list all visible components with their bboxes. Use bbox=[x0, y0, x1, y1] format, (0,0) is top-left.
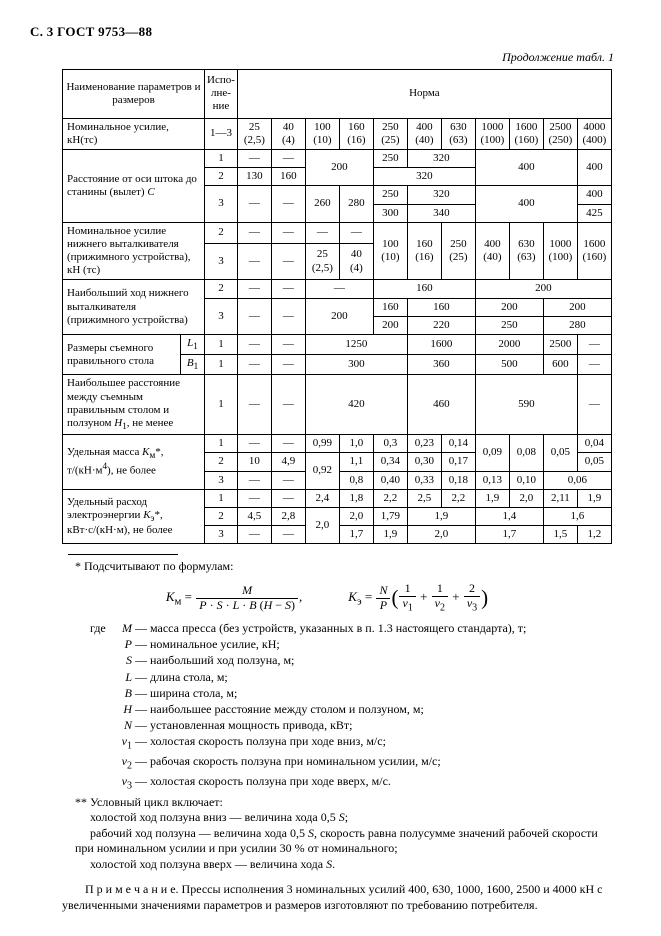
value-cell: 1 bbox=[205, 355, 238, 375]
value-cell: 0,14 bbox=[441, 435, 475, 453]
value-cell: — bbox=[577, 355, 611, 375]
value-cell: 200 bbox=[305, 149, 373, 185]
value-cell: 0,09 bbox=[475, 435, 509, 471]
value-cell: 260 bbox=[305, 186, 339, 222]
value-cell: 1 bbox=[205, 149, 238, 167]
parameter-name-cell: Расстояние от оси штока до станины (вылет) С bbox=[63, 149, 205, 222]
table-row bbox=[63, 149, 612, 167]
value-cell: 250 (25) bbox=[441, 222, 475, 280]
formula-symbol-definition: Н — наибольшее расстояние между столом и ползуном, м; bbox=[123, 701, 424, 716]
value-cell: 250 bbox=[373, 186, 407, 204]
value-cell: — bbox=[271, 222, 305, 243]
parameter-name-cell: Номинальное усилие нижнего выталкивателя (прижимного устройства), кН (тс) bbox=[63, 222, 205, 280]
value-cell: 300 bbox=[373, 204, 407, 222]
parameter-name-cell: Номинальное усилие, кН(тс) bbox=[63, 118, 205, 149]
col-header-norma: Норма bbox=[237, 70, 611, 119]
value-cell: 2,2 bbox=[441, 489, 475, 507]
formula-symbol-definition: L — длина стола, м; bbox=[125, 669, 228, 684]
parameter-name-cell: Наибольшее расстояние между съемным правильным столом и ползуном $Н_1$, не менее bbox=[63, 375, 205, 435]
value-cell: 0,05 bbox=[543, 435, 577, 471]
content-area bbox=[62, 50, 614, 913]
value-cell: 0,05 bbox=[577, 453, 611, 471]
value-cell: 4,5 bbox=[237, 507, 271, 525]
formula-symbol-definition: $v_3$ — холостая скорость ползуна при ходе вверх, м/с. bbox=[121, 774, 391, 792]
value-cell: 200 bbox=[475, 298, 543, 316]
value-cell: 0,18 bbox=[441, 471, 475, 489]
value-cell: 3 bbox=[205, 186, 238, 222]
value-cell: 360 bbox=[407, 355, 475, 375]
value-cell: 0,30 bbox=[407, 453, 441, 471]
value-cell: 1 bbox=[205, 375, 238, 435]
value-cell: 100 (10) bbox=[305, 118, 339, 149]
value-cell: 1,0 bbox=[339, 435, 373, 453]
value-cell: — bbox=[237, 489, 271, 507]
value-cell: — bbox=[271, 526, 305, 544]
value-cell: 0,8 bbox=[339, 471, 373, 489]
cycle-definitions bbox=[62, 810, 614, 872]
value-cell: 200 bbox=[475, 280, 611, 298]
table-row bbox=[63, 335, 612, 355]
formula-symbol-definition: В — ширина стола, м; bbox=[124, 685, 238, 700]
value-cell: 280 bbox=[543, 316, 611, 334]
formulas-block bbox=[92, 582, 562, 614]
value-cell: 2 bbox=[205, 507, 238, 525]
value-cell: 320 bbox=[407, 149, 475, 167]
footnote-rule bbox=[68, 554, 178, 555]
value-cell: — bbox=[271, 298, 305, 334]
value-cell: 250 (25) bbox=[373, 118, 407, 149]
value-cell: — bbox=[271, 186, 305, 222]
value-cell: 0,40 bbox=[373, 471, 407, 489]
value-cell: 100 (10) bbox=[373, 222, 407, 280]
value-cell: 1600 bbox=[407, 335, 475, 355]
value-cell: 1 bbox=[205, 489, 238, 507]
value-cell: 1000 (100) bbox=[475, 118, 509, 149]
value-cell: — bbox=[237, 186, 271, 222]
formula-symbol-definition: где М — масса пресса (без устройств, указанных в п. 1.3 настоящего стандарта), т; bbox=[90, 620, 527, 635]
value-cell: 1—3 bbox=[205, 118, 238, 149]
value-cell: 0,08 bbox=[509, 435, 543, 471]
table-row bbox=[63, 70, 612, 119]
parameters-table bbox=[62, 69, 612, 544]
value-cell: 1,7 bbox=[475, 526, 543, 544]
value-cell: — bbox=[305, 280, 373, 298]
value-cell: 1,1 bbox=[339, 453, 373, 471]
value-cell: 2 bbox=[205, 168, 238, 186]
value-cell: 0,92 bbox=[305, 453, 339, 489]
value-cell: 320 bbox=[407, 186, 475, 204]
value-cell: 1,6 bbox=[543, 507, 611, 525]
value-cell: 600 bbox=[543, 355, 577, 375]
cycle-item: холостой ход ползуна вниз — величина хода 0,5 S; bbox=[90, 809, 349, 824]
value-cell: 1,9 bbox=[373, 526, 407, 544]
parameter-name-cell: Удельный расход электроэнергии $K_э*$, кВт·с/(кН·м), не более bbox=[63, 489, 205, 544]
value-cell: $B_1$ bbox=[181, 355, 205, 375]
value-cell: — bbox=[271, 435, 305, 453]
value-cell: 280 bbox=[339, 186, 373, 222]
value-cell: 1,9 bbox=[407, 507, 475, 525]
value-cell: 1,9 bbox=[475, 489, 509, 507]
value-cell: 200 bbox=[305, 298, 373, 334]
value-cell: — bbox=[237, 280, 271, 298]
value-cell: 3 bbox=[205, 298, 238, 334]
value-cell: 0,04 bbox=[577, 435, 611, 453]
table-row bbox=[63, 435, 612, 453]
value-cell: 2,0 bbox=[305, 507, 339, 543]
value-cell: 400 bbox=[475, 186, 577, 222]
value-cell: 160 (16) bbox=[407, 222, 441, 280]
value-cell: 2,0 bbox=[339, 507, 373, 525]
formula-ke: $K_э$ = $\frac{N}{Р}$ ( $\frac{1}{v_1}$ + $\frac{1}{v_2}$ + $\frac{2}{v_3}$ ) bbox=[348, 581, 489, 614]
value-cell: 2,8 bbox=[271, 507, 305, 525]
value-cell: 0,33 bbox=[407, 471, 441, 489]
value-cell: 1,7 bbox=[339, 526, 373, 544]
value-cell: 4,9 bbox=[271, 453, 305, 471]
value-cell: 400 bbox=[577, 186, 611, 204]
cycle-item: холостой ход ползуна вверх — величина хода S. bbox=[90, 856, 336, 871]
value-cell: — bbox=[237, 355, 271, 375]
value-cell: 425 bbox=[577, 204, 611, 222]
formula-symbol-definition: S — наибольший ход ползуна, м; bbox=[126, 653, 295, 668]
table-row bbox=[63, 222, 612, 243]
value-cell: 1600 (160) bbox=[577, 222, 611, 280]
footnote-cycle-intro: ** Условный цикл включает: bbox=[75, 794, 223, 809]
value-cell: 0,13 bbox=[475, 471, 509, 489]
value-cell: 630 (63) bbox=[441, 118, 475, 149]
value-cell: 25 (2,5) bbox=[237, 118, 271, 149]
value-cell: 160 bbox=[271, 168, 305, 186]
value-cell: 1 bbox=[205, 335, 238, 355]
value-cell: 1,5 bbox=[543, 526, 577, 544]
value-cell: 1,2 bbox=[577, 526, 611, 544]
cycle-item: рабочий ход ползуна — величина хода 0,5 S, скорость равна полусумме значений рабочей скорости при номинальном усилии и при усилии 30 % от номинального; bbox=[75, 825, 598, 856]
value-cell: 2,5 bbox=[407, 489, 441, 507]
value-cell: 0,3 bbox=[373, 435, 407, 453]
value-cell: 250 bbox=[475, 316, 543, 334]
value-cell: 0,06 bbox=[543, 471, 611, 489]
symbol-definitions bbox=[62, 620, 614, 793]
value-cell: 2500 (250) bbox=[543, 118, 577, 149]
value-cell: 0,23 bbox=[407, 435, 441, 453]
value-cell: 2000 bbox=[475, 335, 543, 355]
value-cell: — bbox=[271, 335, 305, 355]
col-header-ispolnenie: Испо- лне- ние bbox=[205, 70, 238, 119]
value-cell: 2,11 bbox=[543, 489, 577, 507]
value-cell: — bbox=[305, 222, 339, 243]
value-cell: 160 bbox=[373, 298, 407, 316]
value-cell: 590 bbox=[475, 375, 577, 435]
value-cell: — bbox=[237, 243, 271, 280]
value-cell: — bbox=[577, 335, 611, 355]
value-cell: — bbox=[339, 222, 373, 243]
value-cell: — bbox=[271, 375, 305, 435]
value-cell: — bbox=[237, 471, 271, 489]
col-header-name: Наименование параметров и размеров bbox=[63, 70, 205, 119]
value-cell: 1250 bbox=[305, 335, 407, 355]
value-cell: — bbox=[237, 149, 271, 167]
value-cell: 400 bbox=[475, 149, 577, 185]
value-cell: 0,34 bbox=[373, 453, 407, 471]
value-cell: 2,4 bbox=[305, 489, 339, 507]
value-cell: 400 (40) bbox=[407, 118, 441, 149]
value-cell: 3 bbox=[205, 243, 238, 280]
value-cell: 1600 (160) bbox=[509, 118, 543, 149]
footnote-formula-intro: * Подсчитывают по формулам: bbox=[75, 559, 234, 574]
formula-symbol-definition: N — установленная мощность привода, кВт; bbox=[123, 718, 353, 733]
value-cell: 2 bbox=[205, 280, 238, 298]
parameter-name-cell: Наибольший ход нижнего выталкивателя (прижимного устройства) bbox=[63, 280, 205, 335]
value-cell: 1,8 bbox=[339, 489, 373, 507]
value-cell: 2,0 bbox=[509, 489, 543, 507]
value-cell: 420 bbox=[305, 375, 407, 435]
value-cell: 300 bbox=[305, 355, 407, 375]
table-row bbox=[63, 489, 612, 507]
table-row bbox=[63, 118, 612, 149]
page-header: С. 3 ГОСТ 9753—88 bbox=[30, 24, 153, 39]
value-cell: 1000 (100) bbox=[543, 222, 577, 280]
value-cell: 630 (63) bbox=[509, 222, 543, 280]
value-cell: — bbox=[237, 298, 271, 334]
value-cell: — bbox=[237, 375, 271, 435]
parameter-name-cell: Удельная масса $K_м*$, $т/(кН\cdot м^4)$, не более bbox=[63, 435, 205, 490]
note-paragraph: П р и м е ч а н и е. Прессы исполнения 3 номинальных усилий 400, 630, 1000, 1600, 2500 и 4000 кН с увеличенными значениями параметров и размеров изготовляют по требованию потребителя. bbox=[62, 882, 603, 912]
value-cell: 1,79 bbox=[373, 507, 407, 525]
value-cell: 400 bbox=[577, 149, 611, 185]
parameters-table-body bbox=[63, 70, 612, 544]
value-cell: 160 bbox=[373, 280, 475, 298]
value-cell: — bbox=[271, 355, 305, 375]
value-cell: 400 (40) bbox=[475, 222, 509, 280]
value-cell: 160 bbox=[407, 298, 475, 316]
formula-symbol-definition: $v_1$ — холостая скорость ползуна при ходе вниз, м/с; bbox=[121, 734, 386, 752]
value-cell: 460 bbox=[407, 375, 475, 435]
formula-symbol-definition: $v_2$ — рабочая скорость ползуна при номинальном усилии, м/с; bbox=[121, 754, 441, 772]
value-cell: 2 bbox=[205, 222, 238, 243]
value-cell: 220 bbox=[407, 316, 475, 334]
value-cell: 200 bbox=[373, 316, 407, 334]
value-cell: 3 bbox=[205, 526, 238, 544]
value-cell: — bbox=[271, 489, 305, 507]
value-cell: 200 bbox=[543, 298, 611, 316]
value-cell: 1 bbox=[205, 435, 238, 453]
value-cell: 10 bbox=[237, 453, 271, 471]
value-cell: 3 bbox=[205, 471, 238, 489]
value-cell: 2,0 bbox=[407, 526, 475, 544]
value-cell: 320 bbox=[373, 168, 475, 186]
table-caption: Продолжение табл. 1 bbox=[502, 50, 614, 64]
value-cell: $L_1$ bbox=[181, 335, 205, 355]
value-cell: — bbox=[237, 435, 271, 453]
value-cell: — bbox=[237, 526, 271, 544]
value-cell: — bbox=[237, 335, 271, 355]
value-cell: 130 bbox=[237, 168, 271, 186]
value-cell: 160 (16) bbox=[339, 118, 373, 149]
table-row bbox=[63, 280, 612, 298]
parameter-name-cell: Размеры съемного правильного стола bbox=[63, 335, 181, 375]
formula-km: $K_м$ = $\frac{М}{Р \cdot S \cdot L \cdot В (Н - S)}$ , bbox=[165, 582, 303, 612]
value-cell: — bbox=[271, 280, 305, 298]
value-cell: — bbox=[271, 243, 305, 280]
value-cell: 1,4 bbox=[475, 507, 543, 525]
value-cell: 0,10 bbox=[509, 471, 543, 489]
value-cell: 500 bbox=[475, 355, 543, 375]
value-cell: — bbox=[237, 222, 271, 243]
value-cell: 0,17 bbox=[441, 453, 475, 471]
value-cell: 250 bbox=[373, 149, 407, 167]
value-cell: 2 bbox=[205, 453, 238, 471]
value-cell: — bbox=[271, 149, 305, 167]
value-cell: — bbox=[577, 375, 611, 435]
value-cell: 2,2 bbox=[373, 489, 407, 507]
value-cell: 340 bbox=[407, 204, 475, 222]
value-cell: 40 (4) bbox=[271, 118, 305, 149]
value-cell: 4000 (400) bbox=[577, 118, 611, 149]
value-cell: — bbox=[271, 471, 305, 489]
value-cell: 40 (4) bbox=[339, 243, 373, 280]
table-row bbox=[63, 375, 612, 435]
value-cell: 1,9 bbox=[577, 489, 611, 507]
value-cell: 0,99 bbox=[305, 435, 339, 453]
formula-symbol-definition: Р — номинальное усилие, кН; bbox=[124, 637, 280, 652]
value-cell: 25 (2,5) bbox=[305, 243, 339, 280]
value-cell: 2500 bbox=[543, 335, 577, 355]
